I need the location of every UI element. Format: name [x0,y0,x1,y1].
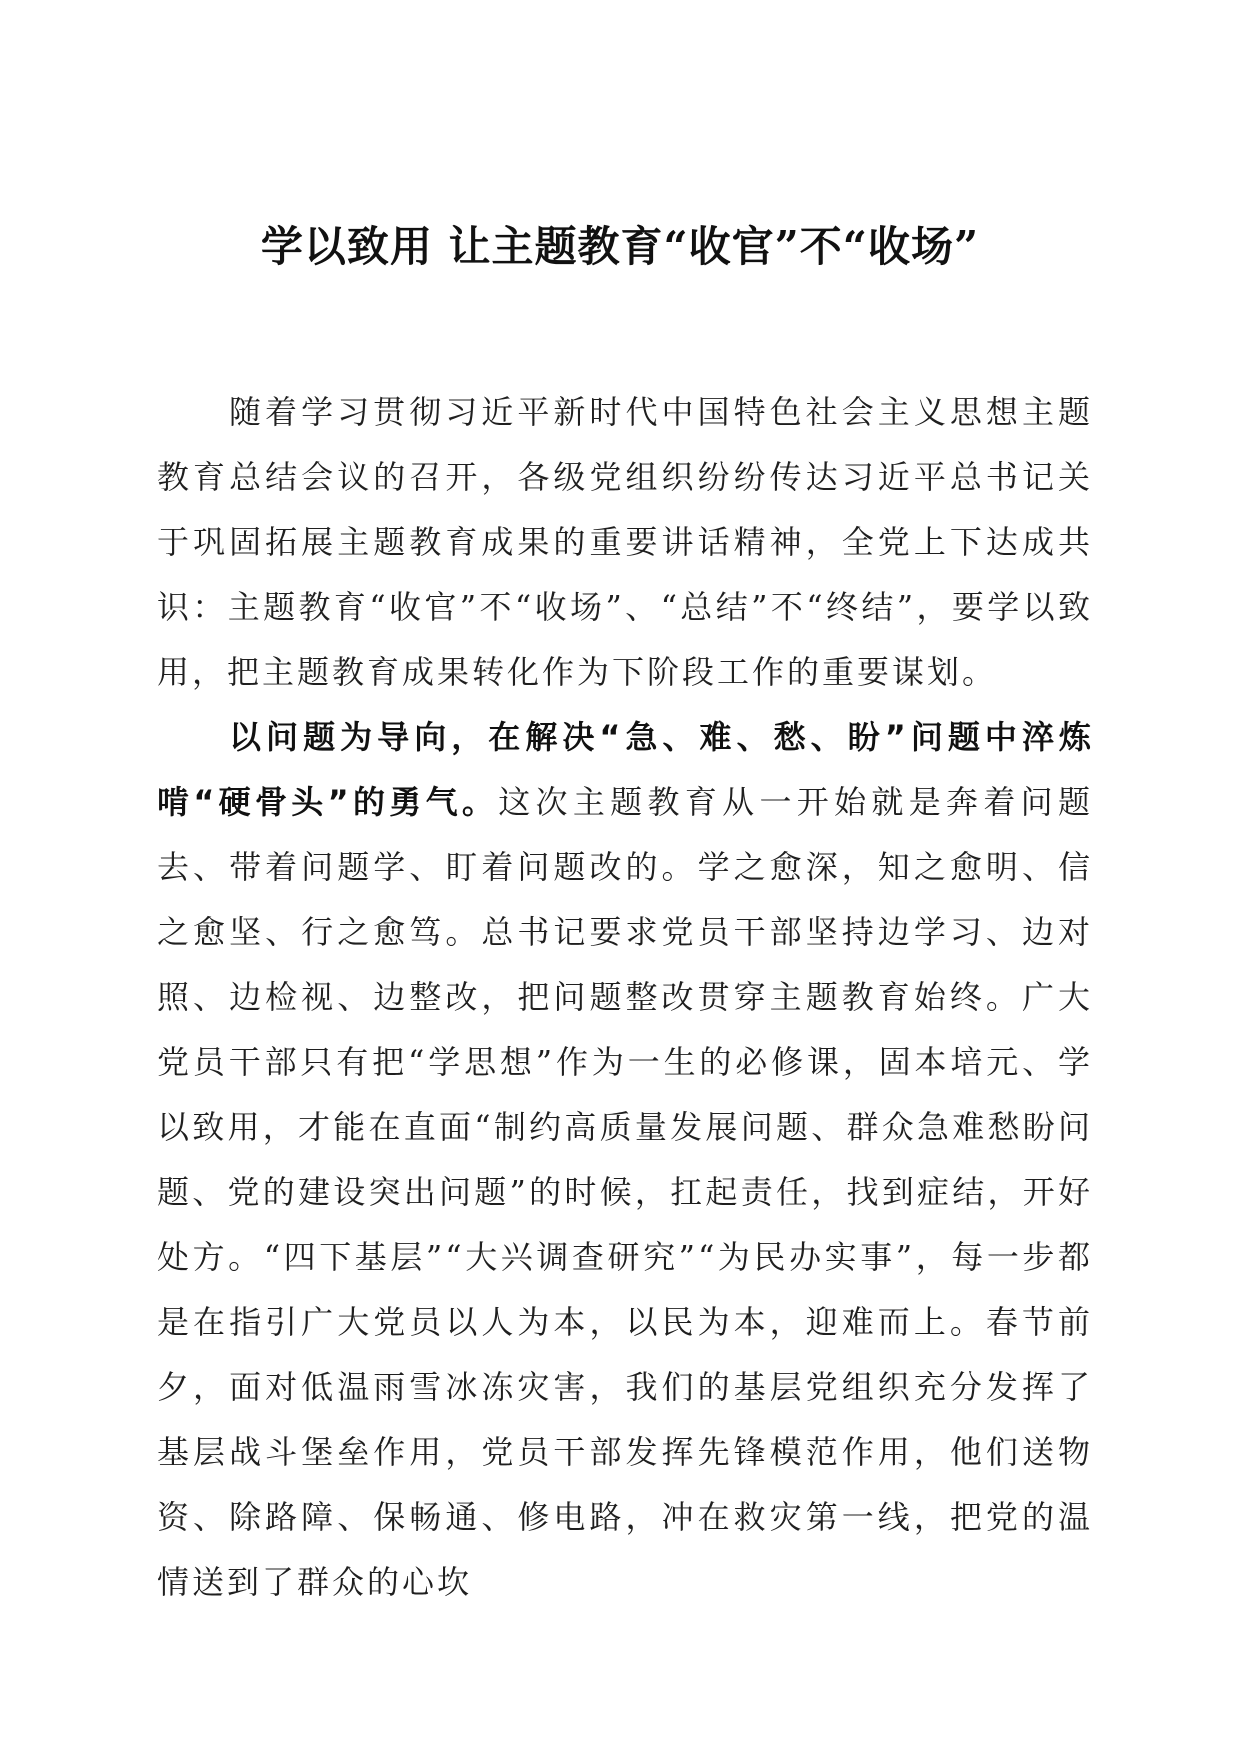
paragraph-intro [157,380,1093,705]
paragraph-text: 这次主题教育从一开始就是奔着问题去、带着问题学、盯着问题改的。学之愈深，知之愈明、信之愈坚、行之愈笃。总书记要求党员干部坚持边学习、边对照、边检视、边整改，把问题整改贯穿主题教育始终。广大党员干部只有把“学思想”作为一生的必修课，固本培元、学以致用，才能在直面“制约高质量发展问题、群众急难愁盼问题、党的建设突出问题”的时候，扛起责任，找到症结，开好处方。“四下基层”“大兴调查研究”“为民办实事”，每一步都是在指引广大党员以人为本，以民为本，迎难而上。春节前夕，面对低温雨雪冰冻灾害，我们的基层党组织充分发挥了基层战斗堡垒作用，党员干部发挥先锋模范作用，他们送物资、除路障、保畅通、修电路，冲在救灾第一线，把党的温情送到了群众的心坎 [157,783,1093,1601]
paragraph-problem-oriented [157,705,1093,1615]
document-body [157,380,1093,1615]
paragraph-lead-heading: 以问题为导向，在解决“急、难、愁、盼”问题中淬炼啃“硬骨头”的勇气。 [157,718,1093,821]
paragraph-text: 随着学习贯彻习近平新时代中国特色社会主义思想主题教育总结会议的召开，各级党组织纷纷传达习近平总书记关于巩固拓展主题教育成果的重要讲话精神，全党上下达成共识：主题教育“收官”不“收场”、“总结”不“终结”，要学以致用，把主题教育成果转化作为下阶段工作的重要谋划。 [157,393,1093,691]
document-title: 学以致用 让主题教育“收官”不“收场” [260,222,980,271]
